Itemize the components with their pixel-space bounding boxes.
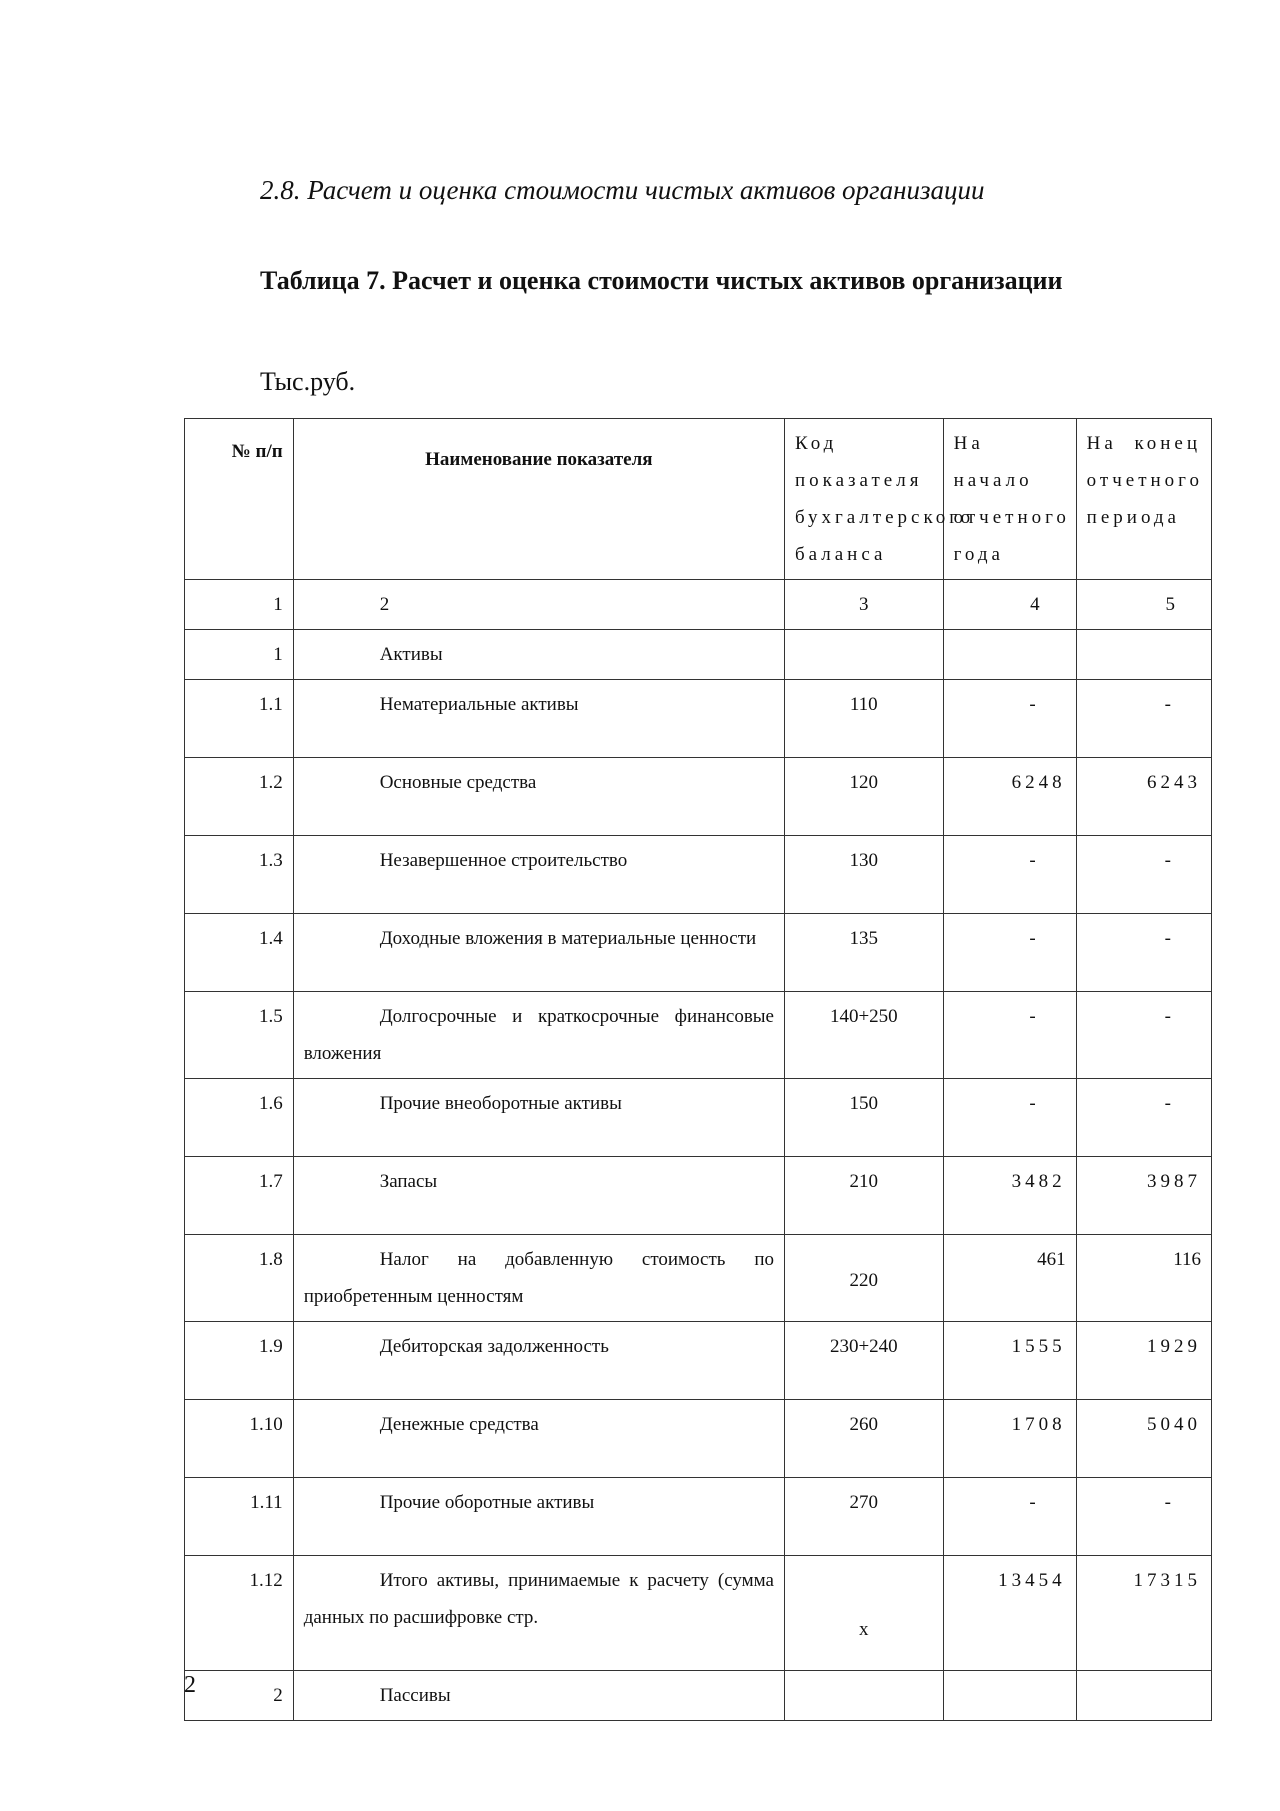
table-row bbox=[185, 1671, 1212, 1721]
row-begin-value: - bbox=[943, 836, 1076, 914]
row-begin-value bbox=[943, 630, 1076, 680]
row-code: 140+250 bbox=[785, 992, 944, 1079]
row-code: 230+240 bbox=[785, 1322, 944, 1400]
header-no-text: № п/п bbox=[231, 441, 283, 462]
table-row bbox=[185, 914, 1212, 992]
row-end-value: 116 bbox=[1076, 1235, 1211, 1322]
row-number: 1.5 bbox=[185, 992, 294, 1079]
row-end-value: - bbox=[1076, 1079, 1211, 1157]
row-code: 260 bbox=[785, 1400, 944, 1478]
header-end: На конец отчетного периода bbox=[1076, 419, 1211, 580]
row-code: 110 bbox=[785, 680, 944, 758]
table-row bbox=[185, 1556, 1212, 1671]
row-code: х bbox=[785, 1556, 944, 1671]
table-row bbox=[185, 1079, 1212, 1157]
row-number: 2 bbox=[185, 1671, 294, 1721]
row-end-value: 1929 bbox=[1076, 1322, 1211, 1400]
row-begin-value: - bbox=[943, 1478, 1076, 1556]
row-number: 1.10 bbox=[185, 1400, 294, 1478]
col-number-4: 4 bbox=[943, 580, 1076, 630]
col-number-1: 1 bbox=[185, 580, 294, 630]
table-body bbox=[185, 630, 1212, 1721]
col-number-5: 5 bbox=[1076, 580, 1211, 630]
header-no bbox=[185, 419, 294, 580]
table-row bbox=[185, 836, 1212, 914]
row-name: Денежные средства bbox=[293, 1400, 784, 1478]
row-code: 210 bbox=[785, 1157, 944, 1235]
row-code: 220 bbox=[785, 1235, 944, 1322]
row-begin-value: - bbox=[943, 1079, 1076, 1157]
col-number-2: 2 bbox=[293, 580, 784, 630]
row-number: 1.11 bbox=[185, 1478, 294, 1556]
header-code: Код показателя бухгалтерского баланса bbox=[785, 419, 944, 580]
header-name: Наименование показателя bbox=[293, 419, 784, 580]
table-row bbox=[185, 1235, 1212, 1322]
net-assets-table bbox=[184, 418, 1212, 1721]
row-number: 1.3 bbox=[185, 836, 294, 914]
table-row bbox=[185, 1400, 1212, 1478]
table-row bbox=[185, 758, 1212, 836]
header-begin: На начало отчетного года bbox=[943, 419, 1076, 580]
row-end-value: - bbox=[1076, 914, 1211, 992]
row-name: Запасы bbox=[293, 1157, 784, 1235]
row-number: 1.12 bbox=[185, 1556, 294, 1671]
row-name: Доходные вложения в материальные ценности bbox=[293, 914, 784, 992]
row-end-value: 3987 bbox=[1076, 1157, 1211, 1235]
table-row bbox=[185, 1478, 1212, 1556]
row-number: 1.2 bbox=[185, 758, 294, 836]
row-number: 1.8 bbox=[185, 1235, 294, 1322]
table-caption: Таблица 7. Расчет и оценка стоимости чистых активов организации bbox=[260, 266, 1063, 295]
table-row bbox=[185, 680, 1212, 758]
row-code bbox=[785, 630, 944, 680]
row-name: Прочие оборотные активы bbox=[293, 1478, 784, 1556]
row-name: Активы bbox=[293, 630, 784, 680]
row-begin-value: 13454 bbox=[943, 1556, 1076, 1671]
page-number: 2 bbox=[184, 1672, 196, 1698]
row-begin-value: 1708 bbox=[943, 1400, 1076, 1478]
row-name: Итого активы, принимаемые к расчету (сумма данных по расшифровке стр. bbox=[293, 1556, 784, 1671]
row-name: Дебиторская задолженность bbox=[293, 1322, 784, 1400]
row-code: 120 bbox=[785, 758, 944, 836]
table-row bbox=[185, 992, 1212, 1079]
col-number-3: 3 bbox=[785, 580, 944, 630]
row-number: 1.7 bbox=[185, 1157, 294, 1235]
row-begin-value: 461 bbox=[943, 1235, 1076, 1322]
row-begin-value: 6248 bbox=[943, 758, 1076, 836]
row-name: Нематериальные активы bbox=[293, 680, 784, 758]
row-end-value bbox=[1076, 1671, 1211, 1721]
column-numbers-row bbox=[185, 580, 1212, 630]
units-label: Тыс.руб. bbox=[260, 367, 356, 396]
row-name: Незавершенное строительство bbox=[293, 836, 784, 914]
table-row bbox=[185, 1157, 1212, 1235]
row-code: 130 bbox=[785, 836, 944, 914]
row-begin-value: - bbox=[943, 992, 1076, 1079]
row-begin-value: 3482 bbox=[943, 1157, 1076, 1235]
row-name: Долгосрочные и краткосрочные финансовые вложения bbox=[293, 992, 784, 1079]
row-code: 270 bbox=[785, 1478, 944, 1556]
row-number: 1.6 bbox=[185, 1079, 294, 1157]
row-begin-value: 1555 bbox=[943, 1322, 1076, 1400]
row-end-value: - bbox=[1076, 836, 1211, 914]
row-name: Пассивы bbox=[293, 1671, 784, 1721]
row-number: 1.4 bbox=[185, 914, 294, 992]
table-header-row bbox=[185, 419, 1212, 580]
row-name: Налог на добавленную стоимость по приобретенным ценностям bbox=[293, 1235, 784, 1322]
row-end-value: - bbox=[1076, 992, 1211, 1079]
section-title: 2.8. Расчет и оценка стоимости чистых активов организации bbox=[260, 175, 985, 205]
row-begin-value: - bbox=[943, 914, 1076, 992]
row-end-value: 6243 bbox=[1076, 758, 1211, 836]
row-begin-value: - bbox=[943, 680, 1076, 758]
row-number: 1 bbox=[185, 630, 294, 680]
row-end-value: 17315 bbox=[1076, 1556, 1211, 1671]
row-code bbox=[785, 1671, 944, 1721]
row-name: Основные средства bbox=[293, 758, 784, 836]
row-end-value: - bbox=[1076, 680, 1211, 758]
row-end-value: - bbox=[1076, 1478, 1211, 1556]
row-end-value: 5040 bbox=[1076, 1400, 1211, 1478]
table-row bbox=[185, 630, 1212, 680]
row-code: 150 bbox=[785, 1079, 944, 1157]
row-number: 1.9 bbox=[185, 1322, 294, 1400]
row-end-value bbox=[1076, 630, 1211, 680]
row-number: 1.1 bbox=[185, 680, 294, 758]
table-row bbox=[185, 1322, 1212, 1400]
row-name: Прочие внеоборотные активы bbox=[293, 1079, 784, 1157]
row-code: 135 bbox=[785, 914, 944, 992]
row-begin-value bbox=[943, 1671, 1076, 1721]
